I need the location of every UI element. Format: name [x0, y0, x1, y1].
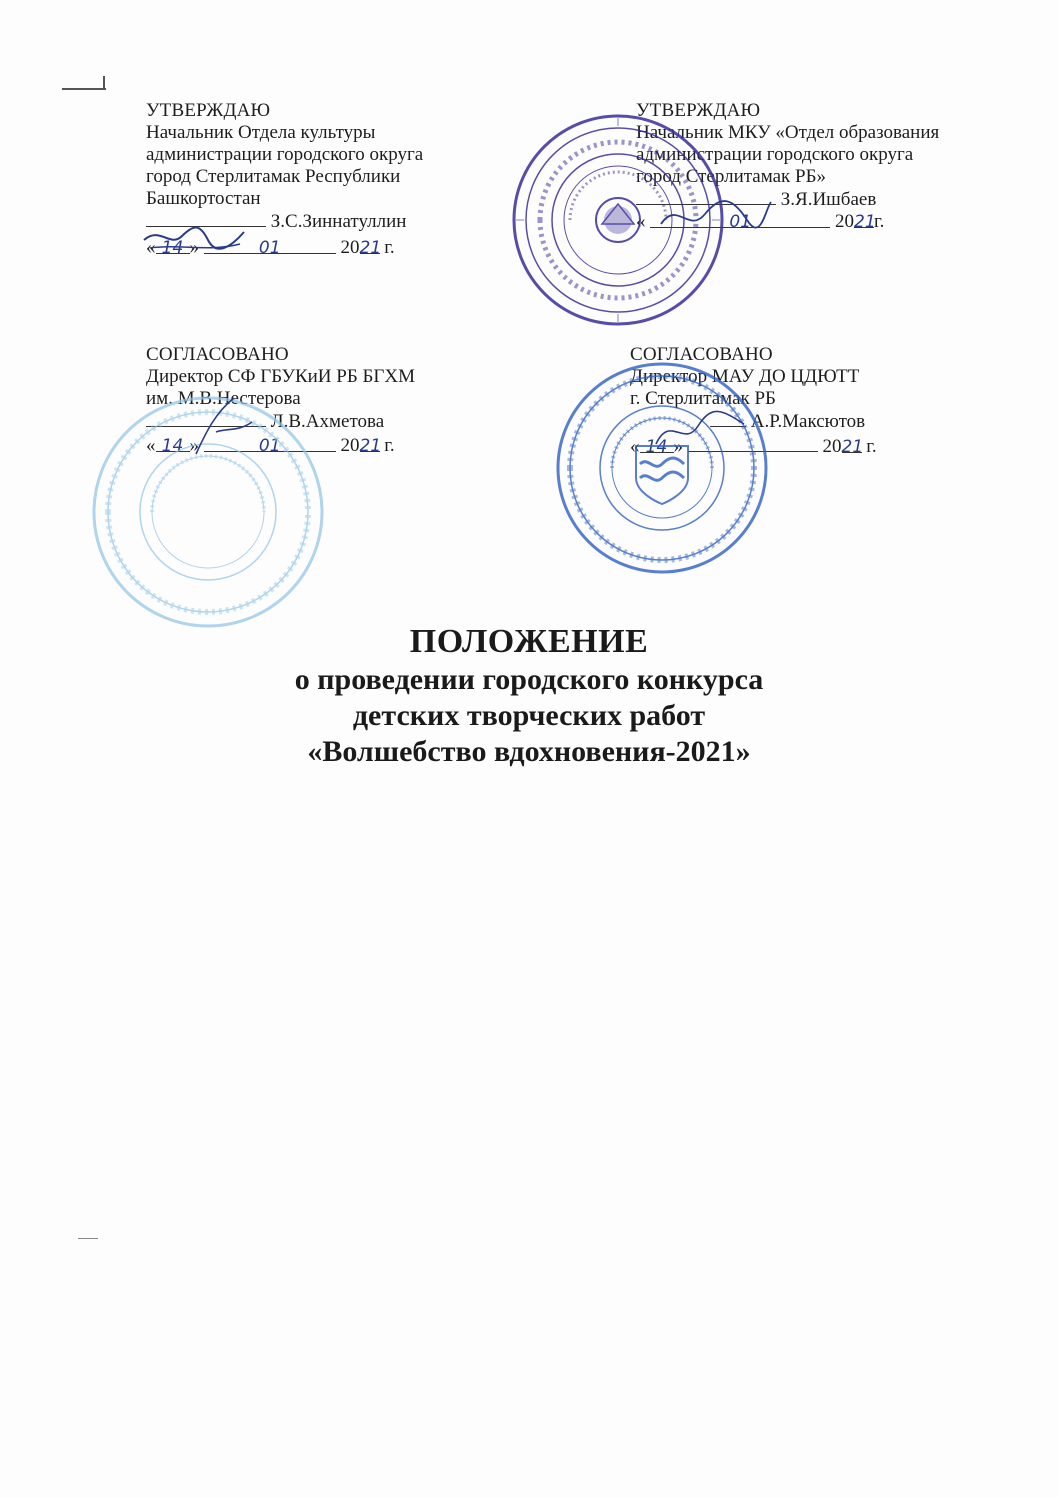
signature-blank: [710, 410, 746, 427]
document-subtitle-line-3: «Волшебство вдохновения-2021»: [307, 735, 751, 768]
date-year-blank: [359, 435, 382, 456]
date-day-handwritten: 14: [161, 238, 184, 258]
agree-left-date: [146, 435, 415, 457]
scan-mark: [62, 88, 106, 90]
approve-right-line-2: администрации городского округа: [636, 144, 914, 165]
date-year-suffix: г.: [384, 237, 395, 258]
date-year-prefix: 20: [340, 435, 360, 456]
approve-left-line-4: Башкортостан: [146, 188, 261, 209]
date-year-handwritten: 21: [359, 238, 382, 258]
agree-right-line-1: Директор МАУ ДО ЦДЮТТ: [630, 366, 860, 387]
approve-left-date: [146, 237, 423, 259]
date-day-handwritten: 14: [645, 437, 668, 457]
date-day-blank: [156, 237, 190, 258]
approve-left-block: [146, 100, 423, 259]
date-day-handwritten: 14: [161, 436, 184, 456]
document-title: ПОЛОЖЕНИЕ: [409, 623, 649, 660]
approve-left-line-3: город Стерлитамак Республики: [146, 166, 401, 187]
agree-left-line-2: им. М.В.Нестерова: [146, 388, 301, 409]
signature-blank: [146, 210, 266, 227]
signature-blank: [146, 410, 266, 427]
date-month-blank: [204, 237, 336, 258]
approve-right-line-1: Начальник МКУ «Отдел образования: [636, 122, 940, 143]
document-subtitle-line-1: о проведении городского конкурса: [294, 663, 764, 696]
date-day-blank: [640, 436, 674, 457]
date-year-blank: [359, 237, 382, 258]
date-year-handwritten: 21: [854, 212, 876, 232]
date-day-blank: [156, 435, 190, 456]
date-year-suffix: г.: [874, 211, 885, 232]
agree-right-signature-line: [630, 410, 877, 433]
agree-right-heading: СОГЛАСОВАНО: [630, 344, 773, 365]
approve-right-block: [636, 100, 939, 233]
approve-right-date: [636, 211, 939, 233]
agree-left-signature-line: [146, 410, 415, 433]
approve-left-signature-line: [146, 210, 423, 233]
date-year-blank: [841, 436, 864, 457]
agree-left-block: [146, 344, 415, 457]
date-year-handwritten: 21: [841, 437, 864, 457]
approve-right-signature-line: [636, 188, 939, 211]
document-subtitle-line-2: детских творческих работ: [352, 699, 706, 732]
date-open-quote: «: [630, 436, 640, 457]
date-open-quote: «: [636, 211, 646, 232]
date-month-handwritten: 01: [258, 436, 281, 456]
date-year-suffix: г.: [866, 436, 877, 457]
date-close-quote: »: [673, 436, 683, 457]
date-month-handwritten: 01: [729, 212, 752, 232]
date-year-suffix: г.: [384, 435, 395, 456]
date-month-blank: [650, 211, 830, 232]
scan-mark: [78, 1238, 98, 1239]
agree-right-block: [630, 344, 877, 458]
date-year-prefix: 20: [822, 436, 842, 457]
date-year-handwritten: 21: [359, 436, 382, 456]
date-close-quote: »: [189, 435, 199, 456]
approve-right-heading: УТВЕРЖДАЮ: [636, 100, 761, 121]
date-month-blank: [204, 435, 336, 456]
agree-right-signer: А.Р.Максютов: [750, 411, 866, 432]
signature-blank: [636, 188, 776, 205]
date-open-quote: «: [146, 435, 156, 456]
approve-left-line-2: администрации городского округа: [146, 144, 424, 165]
scan-mark: [103, 76, 105, 90]
document-title-block: [0, 622, 1058, 770]
date-open-quote: «: [146, 237, 156, 258]
date-year-blank: [854, 211, 876, 232]
agree-right-line-2: г. Стерлитамак РБ: [630, 388, 776, 409]
agree-right-date: [630, 435, 877, 458]
agree-left-heading: СОГЛАСОВАНО: [146, 344, 289, 365]
approve-left-heading: УТВЕРЖДАЮ: [146, 100, 271, 121]
approve-left-line-1: Начальник Отдела культуры: [146, 122, 376, 143]
approve-left-signer: З.С.Зиннатуллин: [270, 211, 407, 232]
date-year-prefix: 20: [835, 211, 854, 232]
date-year-prefix: 20: [340, 237, 360, 258]
agree-left-line-1: Директор СФ ГБУКиИ РБ БГХМ: [146, 366, 416, 387]
date-close-quote: »: [189, 237, 199, 258]
agree-left-signer: Л.В.Ахметова: [270, 411, 385, 432]
approve-right-line-3: город Стерлитамак РБ»: [636, 166, 826, 187]
date-month-handwritten: 01: [258, 238, 281, 258]
date-month-blank: [688, 435, 818, 452]
approve-right-signer: З.Я.Ишбаев: [780, 189, 877, 210]
